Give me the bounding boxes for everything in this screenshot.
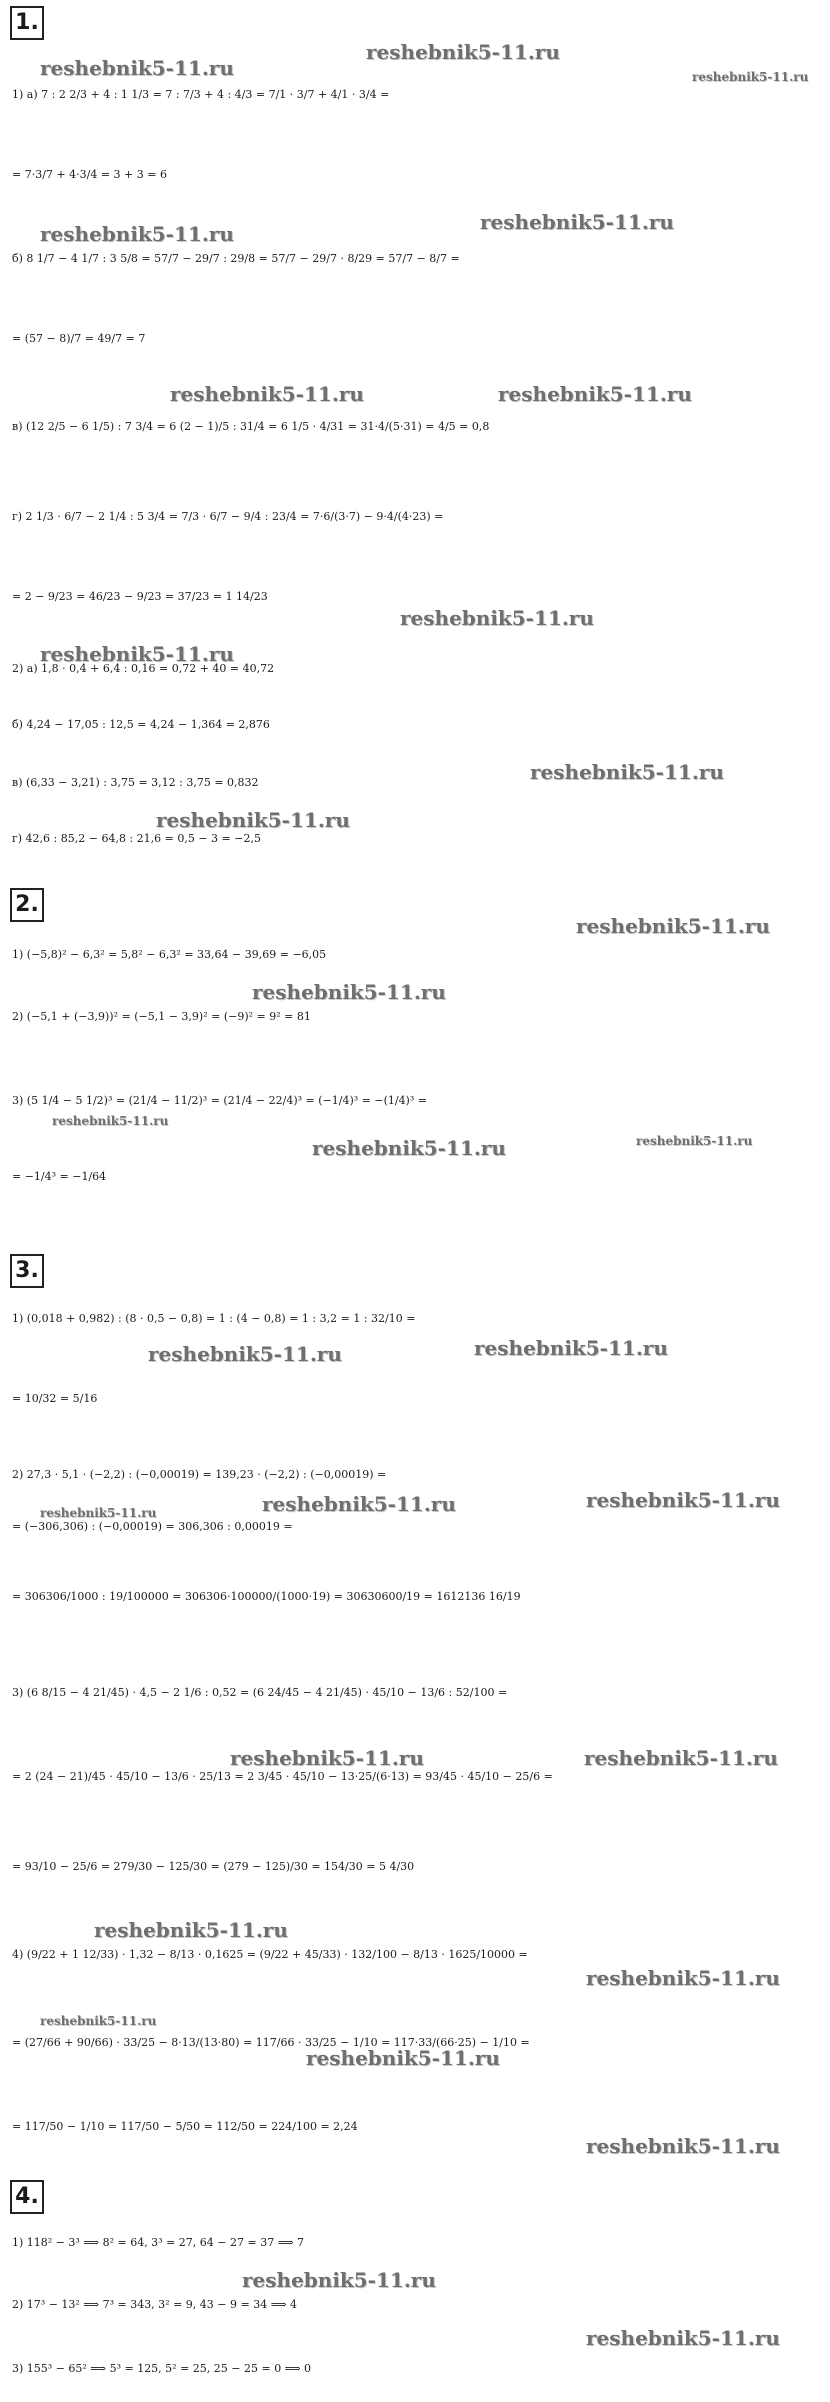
- watermark: reshebnik5-11.ru: [584, 1746, 778, 1770]
- solution-line: б) 8 1/7 − 4 1/7 : 3 5/8 = 57/7 − 29/7 : 29/8 = 57/7 − 29/7 · 8/29 = 57/7 − 8/7 =: [12, 252, 460, 265]
- watermark: reshebnik5-11.ru: [480, 210, 674, 234]
- watermark: reshebnik5-11.ru: [692, 70, 809, 84]
- watermark: reshebnik5-11.ru: [312, 1136, 506, 1160]
- solution-line: = 93/10 − 25/6 = 279/30 − 125/30 = (279 − 125)/30 = 154/30 = 5 4/30: [12, 1860, 415, 1873]
- solution-line: 2) 27,3 · 5,1 · (−2,2) : (−0,00019) = 139,23 · (−2,2) : (−0,00019) =: [12, 1468, 387, 1481]
- solution-line: = 306306/1000 : 19/100000 = 306306·100000/(1000·19) = 30630600/19 = 1612136 16/19: [12, 1590, 521, 1603]
- watermark: reshebnik5-11.ru: [498, 382, 692, 406]
- watermark: reshebnik5-11.ru: [586, 2134, 780, 2158]
- solution-line: = 7·3/7 + 4·3/4 = 3 + 3 = 6: [12, 168, 167, 181]
- watermark: reshebnik5-11.ru: [230, 1746, 424, 1770]
- solution-line: в) (6,33 − 3,21) : 3,75 = 3,12 : 3,75 = 0,832: [12, 776, 259, 789]
- solution-line: 1) (0,018 + 0,982) : (8 · 0,5 − 0,8) = 1 : (4 − 0,8) = 1 : 3,2 = 1 : 32/10 =: [12, 1312, 416, 1325]
- watermark: reshebnik5-11.ru: [40, 56, 234, 80]
- solution-line: г) 42,6 : 85,2 − 64,8 : 21,6 = 0,5 − 3 = −2,5: [12, 832, 261, 845]
- watermark: reshebnik5-11.ru: [52, 1114, 169, 1128]
- solution-line: = 117/50 − 1/10 = 117/50 − 5/50 = 112/50 = 224/100 = 2,24: [12, 2120, 358, 2133]
- watermark: reshebnik5-11.ru: [306, 2046, 500, 2070]
- solution-line: 3) (5 1/4 − 5 1/2)³ = (21/4 − 11/2)³ = (21/4 − 22/4)³ = (−1/4)³ = −(1/4)³ =: [12, 1094, 427, 1107]
- solution-line: 3) 155³ − 65² ⟹ 5³ = 125, 5² = 25, 25 − 25 = 0 ⟹ 0: [12, 2362, 311, 2375]
- solution-line: = −1/4³ = −1/64: [12, 1170, 107, 1183]
- solution-line: 1) 118² − 3³ ⟹ 8² = 64, 3³ = 27, 64 − 27 = 37 ⟹ 7: [12, 2236, 304, 2249]
- solution-line: = (27/66 + 90/66) · 33/25 − 8·13/(13·80) = 117/66 · 33/25 − 1/10 = 117·33/(66·25) − 1/10 =: [12, 2036, 530, 2049]
- section-number: 1.: [10, 6, 44, 40]
- watermark: reshebnik5-11.ru: [170, 382, 364, 406]
- solution-line: 1) а) 7 : 2 2/3 + 4 : 1 1/3 = 7 : 7/3 + 4 : 4/3 = 7/1 · 3/7 + 4/1 · 3/4 =: [12, 88, 390, 101]
- solution-line: 1) (−5,8)² − 6,3² = 5,8² − 6,3² = 33,64 − 39,69 = −6,05: [12, 948, 327, 961]
- watermark: reshebnik5-11.ru: [242, 2268, 436, 2292]
- watermark: reshebnik5-11.ru: [400, 606, 594, 630]
- solution-line: 3) (6 8/15 − 4 21/45) · 4,5 − 2 1/6 : 0,52 = (6 24/45 − 4 21/45) · 45/10 − 13/6 : 52/100 =: [12, 1686, 508, 1699]
- solution-line: 2) (−5,1 + (−3,9))² = (−5,1 − 3,9)² = (−9)² = 9² = 81: [12, 1010, 311, 1023]
- watermark: reshebnik5-11.ru: [474, 1336, 668, 1360]
- solution-line: = (−306,306) : (−0,00019) = 306,306 : 0,00019 =: [12, 1520, 293, 1533]
- section-number: 3.: [10, 1254, 44, 1288]
- solution-line: в) (12 2/5 − 6 1/5) : 7 3/4 = 6 (2 − 1)/5 : 31/4 = 6 1/5 · 4/31 = 31·4/(5·31) = 4/5 = 0,8: [12, 420, 490, 433]
- watermark: reshebnik5-11.ru: [40, 1506, 157, 1520]
- watermark: reshebnik5-11.ru: [586, 2326, 780, 2350]
- watermark: reshebnik5-11.ru: [586, 1488, 780, 1512]
- solution-line: = (57 − 8)/7 = 49/7 = 7: [12, 332, 146, 345]
- section-number: 4.: [10, 2180, 44, 2214]
- watermark: reshebnik5-11.ru: [40, 642, 234, 666]
- watermark: reshebnik5-11.ru: [148, 1342, 342, 1366]
- solution-line: г) 2 1/3 · 6/7 − 2 1/4 : 5 3/4 = 7/3 · 6/7 − 9/4 : 23/4 = 7·6/(3·7) − 9·4/(4·23) =: [12, 510, 444, 523]
- solution-line: 2) а) 1,8 · 0,4 + 6,4 : 0,16 = 0,72 + 40 = 40,72: [12, 662, 275, 675]
- watermark: reshebnik5-11.ru: [530, 760, 724, 784]
- watermark: reshebnik5-11.ru: [636, 1134, 753, 1148]
- watermark: reshebnik5-11.ru: [40, 2014, 157, 2028]
- solution-line: = 10/32 = 5/16: [12, 1392, 98, 1405]
- watermark: reshebnik5-11.ru: [576, 914, 770, 938]
- watermark: reshebnik5-11.ru: [586, 1966, 780, 1990]
- watermark: reshebnik5-11.ru: [156, 808, 350, 832]
- solution-line: = 2 (24 − 21)/45 · 45/10 − 13/6 · 25/13 = 2 3/45 · 45/10 − 13·25/(6·13) = 93/45 · 45/10 − 25/6 =: [12, 1770, 553, 1783]
- solution-line: 4) (9/22 + 1 12/33) · 1,32 − 8/13 · 0,1625 = (9/22 + 45/33) · 132/100 − 8/13 · 1625/10000 =: [12, 1948, 528, 1961]
- watermark: reshebnik5-11.ru: [40, 222, 234, 246]
- watermark: reshebnik5-11.ru: [366, 40, 560, 64]
- section-number: 2.: [10, 888, 44, 922]
- watermark: reshebnik5-11.ru: [252, 980, 446, 1004]
- watermark: reshebnik5-11.ru: [262, 1492, 456, 1516]
- solution-line: = 2 − 9/23 = 46/23 − 9/23 = 37/23 = 1 14/23: [12, 590, 268, 603]
- solution-line: 2) 17³ − 13² ⟹ 7³ = 343, 3² = 9, 43 − 9 = 34 ⟹ 4: [12, 2298, 297, 2311]
- watermark: reshebnik5-11.ru: [94, 1918, 288, 1942]
- solution-line: б) 4,24 − 17,05 : 12,5 = 4,24 − 1,364 = 2,876: [12, 718, 270, 731]
